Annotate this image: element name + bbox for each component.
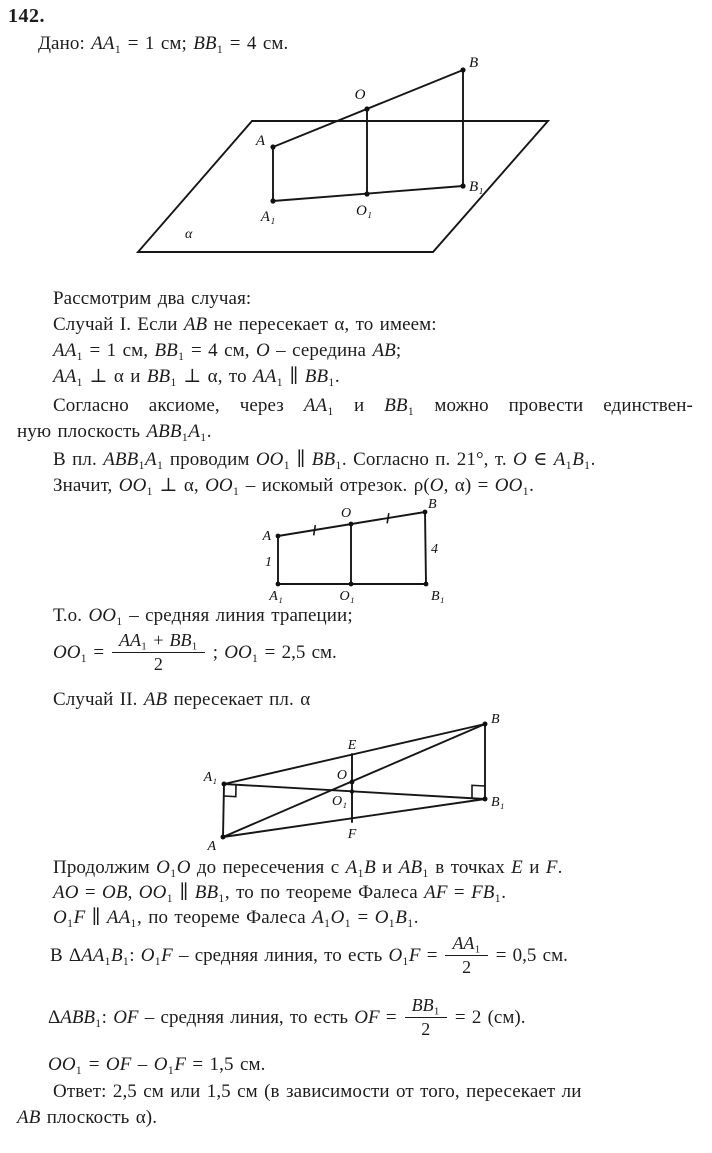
label-O: O — [340, 506, 352, 521]
label-B1: B₁ — [469, 179, 484, 195]
formula-OF-lead: ΔABB₁: OF – средняя линия, то есть OF = — [48, 1006, 397, 1028]
point-A-dot — [270, 144, 275, 149]
fraction — [112, 630, 205, 675]
label-B: B — [491, 712, 500, 727]
label-F: F — [347, 827, 357, 842]
label-O1: O₁ — [355, 203, 373, 219]
diagram-plane-projection — [130, 55, 570, 270]
segment-BB1 — [425, 512, 426, 584]
given-line: Дано: AA₁ = 1 см; BB₁ = 4 см. — [38, 33, 289, 54]
text-midline-statement: Т.о. OO₁ – средняя линия трапеции; — [53, 605, 353, 626]
fraction-numerator: AA₁ + BB₁ — [112, 630, 205, 653]
label-B1: B₁ — [491, 795, 505, 810]
formula-OF-result: = 2 (см). — [454, 1006, 526, 1028]
point-B-dot — [423, 510, 428, 515]
point-A-dot — [221, 835, 226, 840]
formula-midline — [53, 630, 337, 675]
formula-O1F — [50, 933, 568, 978]
text-axiom-line2: ную плоскость ABB₁A₁. — [17, 421, 212, 442]
formula-OF — [48, 995, 525, 1040]
plane-alpha-outline — [138, 121, 548, 252]
fraction-denominator: 2 — [462, 957, 472, 977]
text-plane-construction: В пл. ABB₁A₁ проводим OO₁ ∥ BB₁. Согласно п. 21°, т. O ∈ A₁B₁. — [53, 449, 596, 470]
label-A: A — [255, 133, 265, 149]
point-O1-dot — [350, 789, 354, 793]
point-B-dot — [460, 67, 465, 72]
fraction — [405, 995, 447, 1040]
point-A1-dot — [276, 582, 281, 587]
label-length-BB1: 4 — [431, 542, 438, 557]
text-answer-line1: Ответ: 2,5 см или 1,5 см (в зависимости от того, пересекает ли — [53, 1081, 582, 1102]
label-A: A — [262, 529, 271, 544]
point-A1-dot — [222, 782, 227, 787]
label-E: E — [347, 738, 357, 753]
text-axiom-line1: Согласно аксиоме, через AA₁ и BB₁ можно провести единствен- — [53, 395, 693, 416]
formula-midline-lead: OO₁ = — [53, 641, 105, 663]
label-B1: B₁ — [431, 589, 445, 604]
point-O-dot — [350, 780, 355, 785]
diagram-trapezoid — [252, 498, 452, 608]
formula-O1F-result: = 0,5 см. — [495, 944, 568, 966]
tick-OB — [387, 513, 389, 523]
label-B: B — [469, 55, 479, 71]
text-consider-two-cases: Рассмотрим два случая: — [53, 288, 252, 309]
label-A: A — [207, 839, 216, 854]
segment-A1B — [224, 724, 485, 784]
label-O1: O₁ — [339, 589, 355, 604]
point-O1-dot — [364, 191, 369, 196]
text-case1-given: AA₁ = 1 см, BB₁ = 4 см, O – середина AB; — [53, 340, 402, 361]
right-angle-mark-B1 — [472, 785, 485, 798]
point-O-dot — [364, 106, 369, 111]
text-answer-line2: AB плоскость α). — [17, 1107, 158, 1128]
label-A1: A₁ — [203, 770, 217, 785]
fraction-numerator: AA₁ — [445, 933, 487, 956]
text-perpendicular-parallel: AA₁ ⊥ α и BB₁ ⊥ α, то AA₁ ∥ BB₁. — [53, 366, 340, 387]
fraction-denominator: 2 — [421, 1019, 431, 1039]
formula-midline-result: ; OO₁ = 2,5 см. — [212, 641, 337, 663]
label-O: O — [354, 87, 366, 103]
formula-O1F-lead: В ΔAA₁B₁: O₁F – средняя линия, то есть O₁F = — [50, 944, 438, 966]
segment-AA1 — [223, 784, 224, 837]
fraction — [445, 933, 487, 978]
text-case1-heading: Случай I. Если AB не пересекает α, то имеем: — [53, 314, 437, 335]
label-length-AA1: 1 — [265, 555, 272, 570]
point-B1-dot — [460, 183, 465, 188]
fraction-denominator: 2 — [153, 654, 163, 674]
label-O1: O₁ — [332, 794, 347, 809]
label-O: O — [336, 768, 347, 783]
point-O1-dot — [349, 582, 354, 587]
text-thales-2: O₁F ∥ AA₁, по теореме Фалеса A₁O₁ = O₁B₁. — [53, 907, 419, 928]
text-extend-O1O: Продолжим O₁O до пересечения с A₁B и AB₁ в точках E и F. — [53, 857, 563, 878]
point-B1-dot — [483, 797, 488, 802]
point-A-dot — [276, 534, 281, 539]
point-B1-dot — [424, 582, 429, 587]
problem-number: 142. — [8, 5, 45, 27]
text-distance-definition: Значит, OO₁ ⊥ α, OO₁ – искомый отрезок. ρ(O, α) = OO₁. — [53, 475, 535, 496]
label-A1: A₁ — [260, 209, 276, 225]
point-A1-dot — [270, 198, 275, 203]
segment-A1B1 — [224, 784, 485, 799]
label-B: B — [428, 497, 437, 512]
text-OO1-result: OO₁ = OF – O₁F = 1,5 см. — [48, 1054, 266, 1075]
point-B-dot — [483, 722, 488, 727]
text-thales-1: AO = OB, OO₁ ∥ BB₁, то по теореме Фалеса AF = FB₁. — [53, 882, 507, 903]
diagram-case2 — [195, 710, 515, 860]
label-alpha: α — [185, 227, 193, 242]
fraction-numerator: BB₁ — [405, 995, 447, 1018]
point-O-dot — [349, 522, 354, 527]
tick-AO — [314, 525, 316, 535]
text-case2-heading: Случай II. AB пересекает пл. α — [53, 689, 311, 710]
label-A1: A₁ — [269, 589, 283, 604]
right-angle-mark-A1 — [224, 785, 236, 797]
